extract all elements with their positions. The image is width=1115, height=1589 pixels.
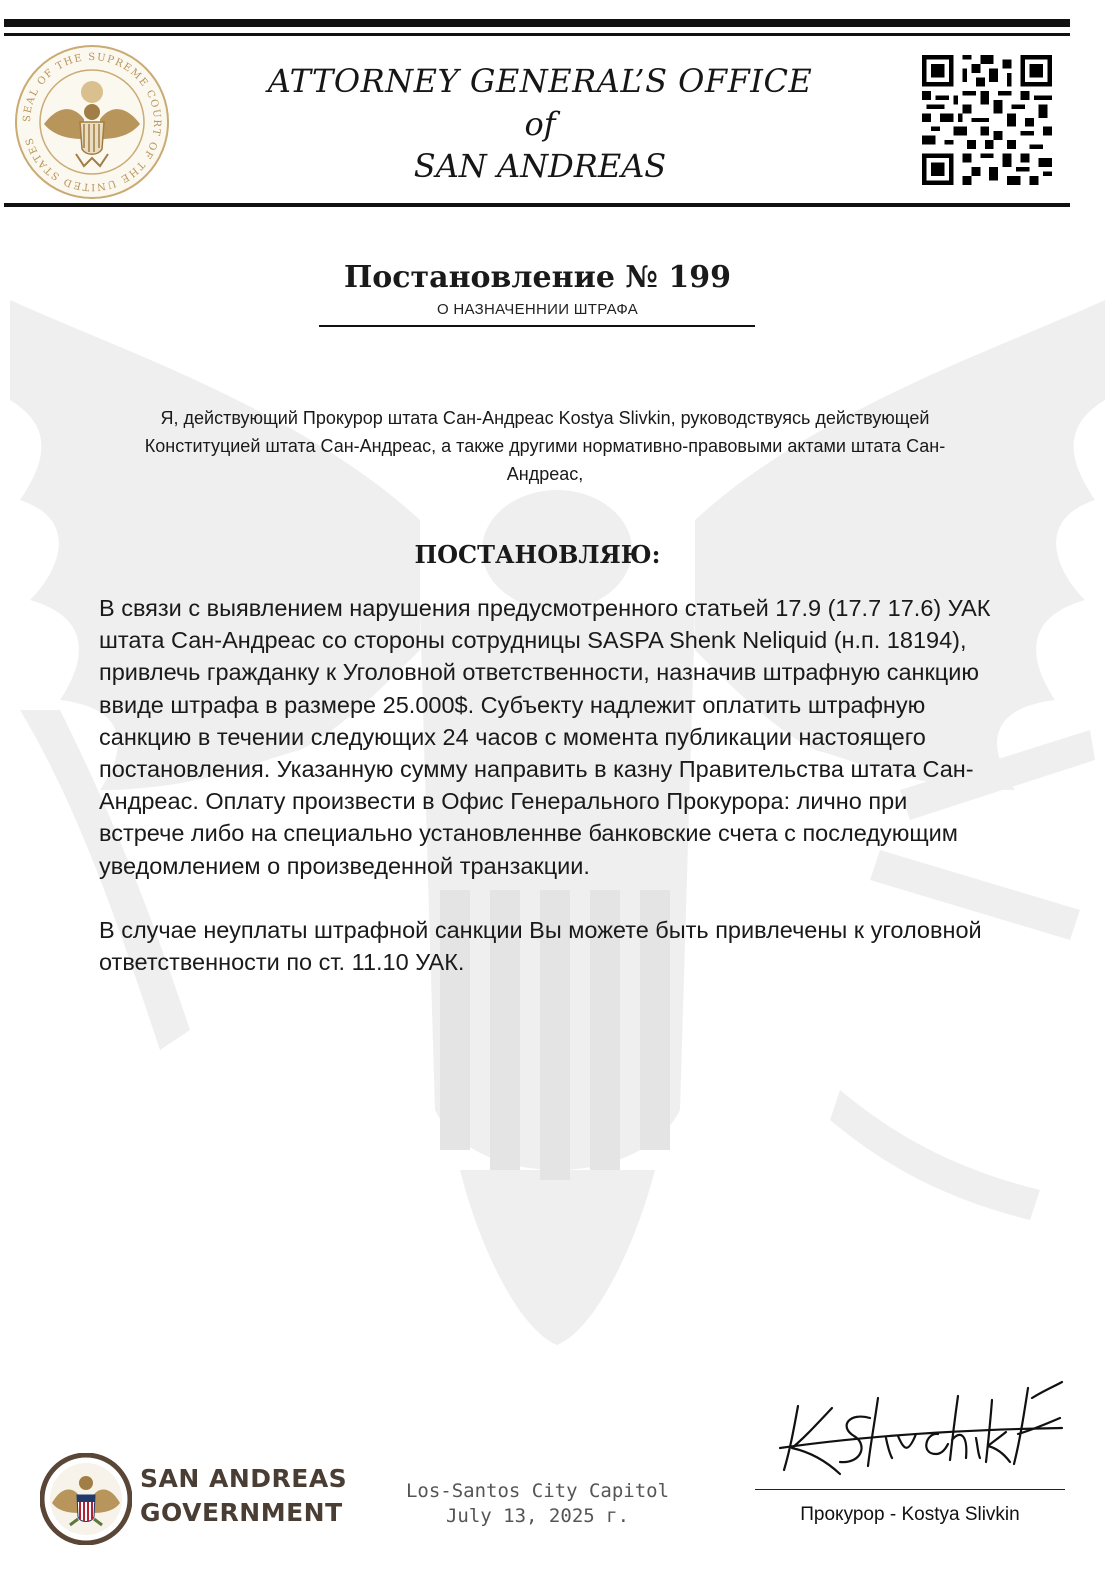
gov-emblem-icon: [40, 1453, 132, 1545]
resolve-heading: ПОСТАНОВЛЯЮ:: [414, 540, 661, 569]
header-rule-top-thick: [4, 19, 1070, 27]
signer-name: Прокурор - Kostya Slivkin: [800, 1504, 1020, 1525]
header-rule-bottom: [4, 203, 1070, 207]
gov-name-line2: GOVERNMENT: [140, 1498, 343, 1527]
issue-date: July 13, 2025 г.: [445, 1505, 630, 1527]
resolution-paragraph-1: В связи с выявлением нарушения предусмотренного статьей 17.9 (17.7 17.6) УАК штата Сан-Андреас со стороны сотрудницы SASPA Shenk Neliquid (н.п. 18194), привлечь гражданку к Уголовной ответственности, назначив штрафную санкцию ввиде штрафа в размере 25.000$. Субъекту надлежит оплатить штрафную санкцию в течении следующих 24 часов с момента публикации настоящего постановления. Указанную сумму направить в казну Правительства штата Сан-Андреас. Оплату произвести в Офис Генерального Прокурора: лично при встрече либо на специально установленнве банковские счета с последующим уведомлением о произведенной транзакции.: [99, 595, 991, 879]
office-title-line1: ATTORNEY GENERAL’S OFFICE: [267, 62, 813, 100]
gov-name-line1: SAN ANDREAS: [140, 1464, 348, 1493]
issue-place: Los-Santos City Capitol: [405, 1480, 670, 1502]
great-seal-icon: [14, 44, 170, 200]
resolution-body: [99, 592, 994, 978]
office-title-line2: of: [524, 105, 556, 143]
title-underline: [319, 325, 755, 327]
qr-code-icon: [922, 55, 1052, 185]
document-subtitle: О НАЗНАЧЕННИИ ШТРАФА: [436, 301, 639, 318]
signature-line: [755, 1489, 1065, 1490]
resolution-paragraph-2: В случае неуплаты штрафной санкции Вы можете быть привлечены к уголовной ответственности по ст. 11.10 УАК.: [99, 916, 982, 976]
signature-icon: [770, 1378, 1070, 1488]
document-title: Постановление № 199: [343, 260, 732, 295]
office-title-line3: SAN ANDREAS: [413, 147, 667, 185]
header-rule-top-thin: [4, 33, 1070, 36]
preamble-text: Я, действующий Прокурор штата Сан-Андреас Kostya Slivkin, руководствуясь действующей Конституцией штата Сан-Андреас, а также другими нормативно-правовыми актами штата Сан-Андреас,: [144, 408, 946, 484]
seal-text: SEAL OF THE SUPREME COURT OF THE UNITED STATES: [21, 51, 163, 193]
